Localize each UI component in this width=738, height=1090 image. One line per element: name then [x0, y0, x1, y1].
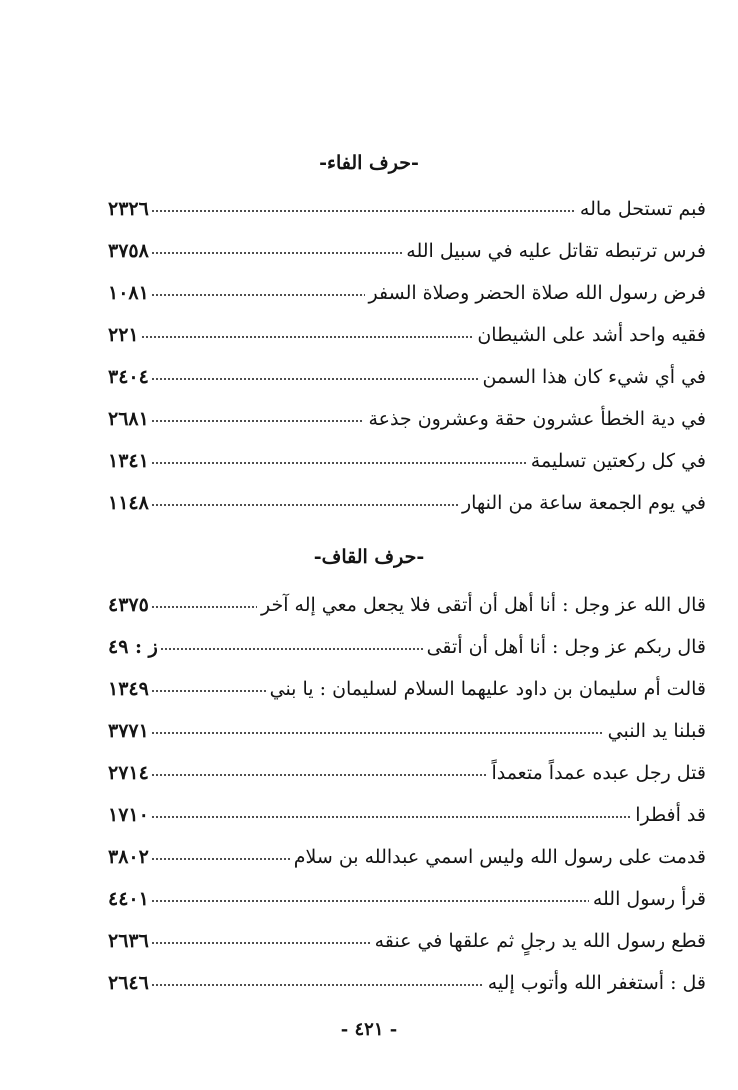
entry-ref: ٤٣٧٥ [108, 594, 149, 616]
entry-text: قد أفطرا [635, 804, 706, 826]
leader-dots [160, 646, 423, 652]
index-entry [108, 444, 706, 474]
entry-ref: ٢٦٨١ [108, 408, 149, 430]
index-entry [108, 714, 706, 744]
leader-dots [151, 418, 365, 424]
entry-text: قل : أستغفر الله وأتوب إليه [487, 972, 706, 994]
leader-dots [151, 604, 257, 610]
entry-text: قطع رسول الله يد رجلٍ ثم علقها في عنقه [374, 930, 706, 952]
leader-dots [151, 772, 488, 778]
index-entry [108, 486, 706, 516]
entry-text: قال ربكم عز وجل : أنا أهل أن أتقى [426, 636, 706, 658]
leader-dots [151, 292, 365, 298]
index-entry [108, 966, 706, 996]
entry-text: فرض رسول الله صلاة الحضر وصلاة السفر [368, 282, 706, 304]
index-entry [108, 882, 706, 912]
entry-ref: ٣٨٠٢ [108, 846, 149, 868]
leader-dots [151, 814, 631, 820]
entry-text: قتل رجل عبده عمداً متعمداً [491, 762, 706, 784]
entry-ref: ١٠٨١ [108, 282, 149, 304]
leader-dots [151, 460, 527, 466]
entry-ref: ١١٤٨ [108, 492, 149, 514]
index-entry [108, 234, 706, 264]
leader-dots [141, 334, 474, 340]
leader-dots [151, 940, 371, 946]
entry-text: قدمت على رسول الله وليس اسمي عبدالله بن سلام [293, 846, 706, 868]
index-entry [108, 840, 706, 870]
page-number: - ٤٢١ - [340, 1019, 398, 1040]
section-heading-qaf: -حرف القاف- [313, 546, 425, 568]
entry-text: في كل ركعتين تسليمة [530, 450, 706, 472]
leader-dots [151, 730, 604, 736]
index-entry [108, 756, 706, 786]
leader-dots [151, 982, 484, 988]
index-entry [108, 672, 706, 702]
leader-dots [151, 688, 266, 694]
index-entry [108, 276, 706, 306]
entry-text: في دية الخطأ عشرون حقة وعشرون جذعة [368, 408, 706, 430]
leader-dots [151, 208, 576, 214]
index-entry [108, 924, 706, 954]
entry-ref: ١٣٤٩ [108, 678, 149, 700]
index-entry [108, 360, 706, 390]
section-heading-faa: -حرف الفاء- [319, 152, 419, 174]
entry-ref: ز : ٤٩ [108, 636, 158, 658]
entry-ref: ٢٣٢٦ [108, 198, 149, 220]
index-entry [108, 192, 706, 222]
index-entry [108, 318, 706, 348]
entry-text: قال الله عز وجل : أنا أهل أن أتقى فلا يجعل معي إله آخر [260, 594, 706, 616]
entry-text: فرس ترتبطه تقاتل عليه في سبيل الله [406, 240, 706, 262]
entry-text: في أي شيء كان هذا السمن [482, 366, 706, 388]
index-entry [108, 630, 706, 660]
leader-dots [151, 502, 458, 508]
leader-dots [151, 376, 479, 382]
entry-ref: ١٧١٠ [108, 804, 149, 826]
leader-dots [151, 898, 589, 904]
entry-ref: ٣٤٠٤ [108, 366, 149, 388]
entry-ref: ٣٧٥٨ [108, 240, 149, 262]
entry-ref: ٢٦٤٦ [108, 972, 149, 994]
entry-ref: ٢٧١٤ [108, 762, 149, 784]
entry-ref: ٣٧٧١ [108, 720, 149, 742]
entry-text: في يوم الجمعة ساعة من النهار [461, 492, 706, 514]
index-entry [108, 402, 706, 432]
entry-text: قرأ رسول الله [592, 888, 706, 910]
entry-ref: ٢٢١ [108, 324, 139, 346]
index-entry [108, 588, 706, 618]
entry-text: قالت أم سليمان بن داود عليهما السلام لسليمان : يا بني [269, 678, 706, 700]
leader-dots [151, 250, 402, 256]
entry-ref: ١٣٤١ [108, 450, 149, 472]
entry-ref: ٢٦٣٦ [108, 930, 149, 952]
entry-text: قبلنا يد النبي [607, 720, 706, 742]
entry-text: فبم تستحل ماله [579, 198, 706, 220]
index-entry [108, 798, 706, 828]
entry-text: فقيه واحد أشد على الشيطان [477, 324, 706, 346]
entry-ref: ٤٤٠١ [108, 888, 149, 910]
leader-dots [151, 856, 290, 862]
